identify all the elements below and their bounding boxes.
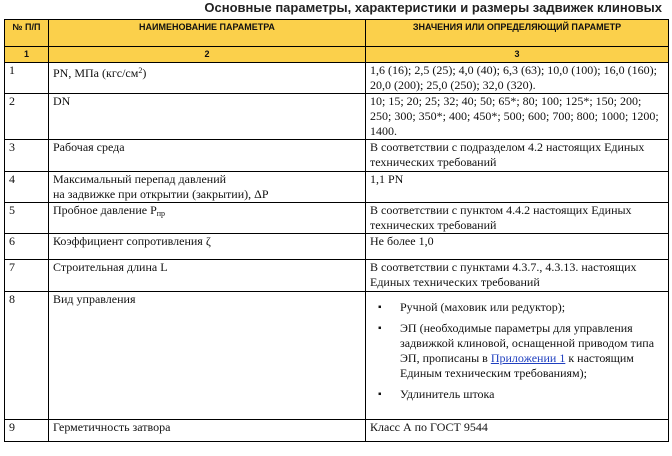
list-item-text: Ручной (маховик или редуктор); — [400, 300, 566, 314]
superscript: 2 — [138, 66, 143, 75]
row-value: В соответствии с пунктом 4.4.2 настоящих Единых технических требований — [366, 203, 669, 234]
row-parameter-name: DN — [49, 94, 366, 140]
table-row — [5, 420, 669, 442]
table-row — [5, 172, 669, 203]
list-item — [370, 300, 664, 315]
list-item — [370, 387, 664, 402]
bullet-icon: ▪ — [378, 323, 382, 334]
header-number: № П/П — [5, 20, 49, 47]
row-parameter-name — [49, 172, 366, 203]
row-parameter-name: Рабочая среда — [49, 140, 366, 172]
column-number: 1 — [5, 47, 49, 63]
row-value: В соответствии с пунктами 4.3.7., 4.3.13. настоящих Единых технических требований — [366, 260, 669, 292]
row-value: В соответствии с подразделом 4.2 настоящих Единых технических требований — [366, 140, 669, 172]
header-parameter-name: НАИМЕНОВАНИЕ ПАРАМЕТРА — [49, 20, 366, 47]
parameter-text: Пробное давление Р — [53, 203, 157, 217]
row-parameter-name: Герметичность затвора — [49, 420, 366, 442]
table-row — [5, 203, 669, 234]
parameter-text: ) — [142, 66, 147, 80]
list-item-text: Удлинитель штока — [400, 387, 495, 401]
parameter-text: на задвижке при открытии (закрытии), ΔР — [53, 187, 269, 201]
row-number: 6 — [5, 234, 49, 260]
row-number: 3 — [5, 140, 49, 172]
control-type-list — [370, 300, 664, 402]
table-row — [5, 94, 669, 140]
row-number: 5 — [5, 203, 49, 234]
row-value: Не более 1,0 — [366, 234, 669, 260]
row-number: 2 — [5, 94, 49, 140]
list-item-text: ЭП (необходимые параметры для управления задвижкой клиновой, оснащенной приводом типа ЭП, прописаны в — [400, 321, 655, 365]
row-parameter-name — [49, 63, 366, 94]
column-number: 3 — [366, 47, 669, 63]
row-value — [366, 292, 669, 420]
row-number: 9 — [5, 420, 49, 442]
row-parameter-name: Вид управления — [49, 292, 366, 420]
page-title: Основные параметры, характеристики и размеры задвижек клиновых — [204, 0, 662, 15]
header-value: ЗНАЧЕНИЯ ИЛИ ОПРЕДЕЛЯЮЩИЙ ПАРАМЕТР — [366, 20, 669, 47]
row-value: 1,6 (16); 2,5 (25); 4,0 (40); 6,3 (63); 10,0 (100); 16,0 (160); 20,0 (200); 25,0 (250); 32,0 (320). — [366, 63, 669, 94]
row-number: 4 — [5, 172, 49, 203]
list-item-text: к настоящим Единым техническим требованиям); — [400, 351, 634, 380]
row-parameter-name — [49, 203, 366, 234]
table-row — [5, 234, 669, 260]
row-number: 8 — [5, 292, 49, 420]
appendix-link[interactable]: Приложении 1 — [490, 351, 566, 365]
table-row — [5, 292, 669, 420]
parameter-text: PN, МПа (кгс/см — [53, 66, 139, 80]
table-header-row — [5, 20, 669, 47]
column-number-row — [5, 47, 669, 63]
parameter-text: Максимальный перепад давлений — [53, 172, 227, 186]
parameters-table — [4, 19, 669, 442]
column-number: 2 — [49, 47, 366, 63]
table-row — [5, 140, 669, 172]
bullet-icon: ▪ — [378, 389, 382, 400]
table-row — [5, 260, 669, 292]
bullet-icon: ▪ — [378, 302, 382, 313]
row-parameter-name: Строительная длина L — [49, 260, 366, 292]
row-parameter-name: Коэффициент сопротивления ζ — [49, 234, 366, 260]
row-number: 7 — [5, 260, 49, 292]
row-value: Класс А по ГОСТ 9544 — [366, 420, 669, 442]
row-value: 10; 15; 20; 25; 32; 40; 50; 65*; 80; 100; 125*; 150; 200; 250; 300; 350*; 400; 450*; 500; 600; 700; 800; 1000; 1200; 1400. — [366, 94, 669, 140]
row-value: 1,1 PN — [366, 172, 669, 203]
table-row — [5, 63, 669, 94]
row-number: 1 — [5, 63, 49, 94]
subscript: пр — [156, 209, 166, 218]
list-item — [370, 321, 664, 381]
